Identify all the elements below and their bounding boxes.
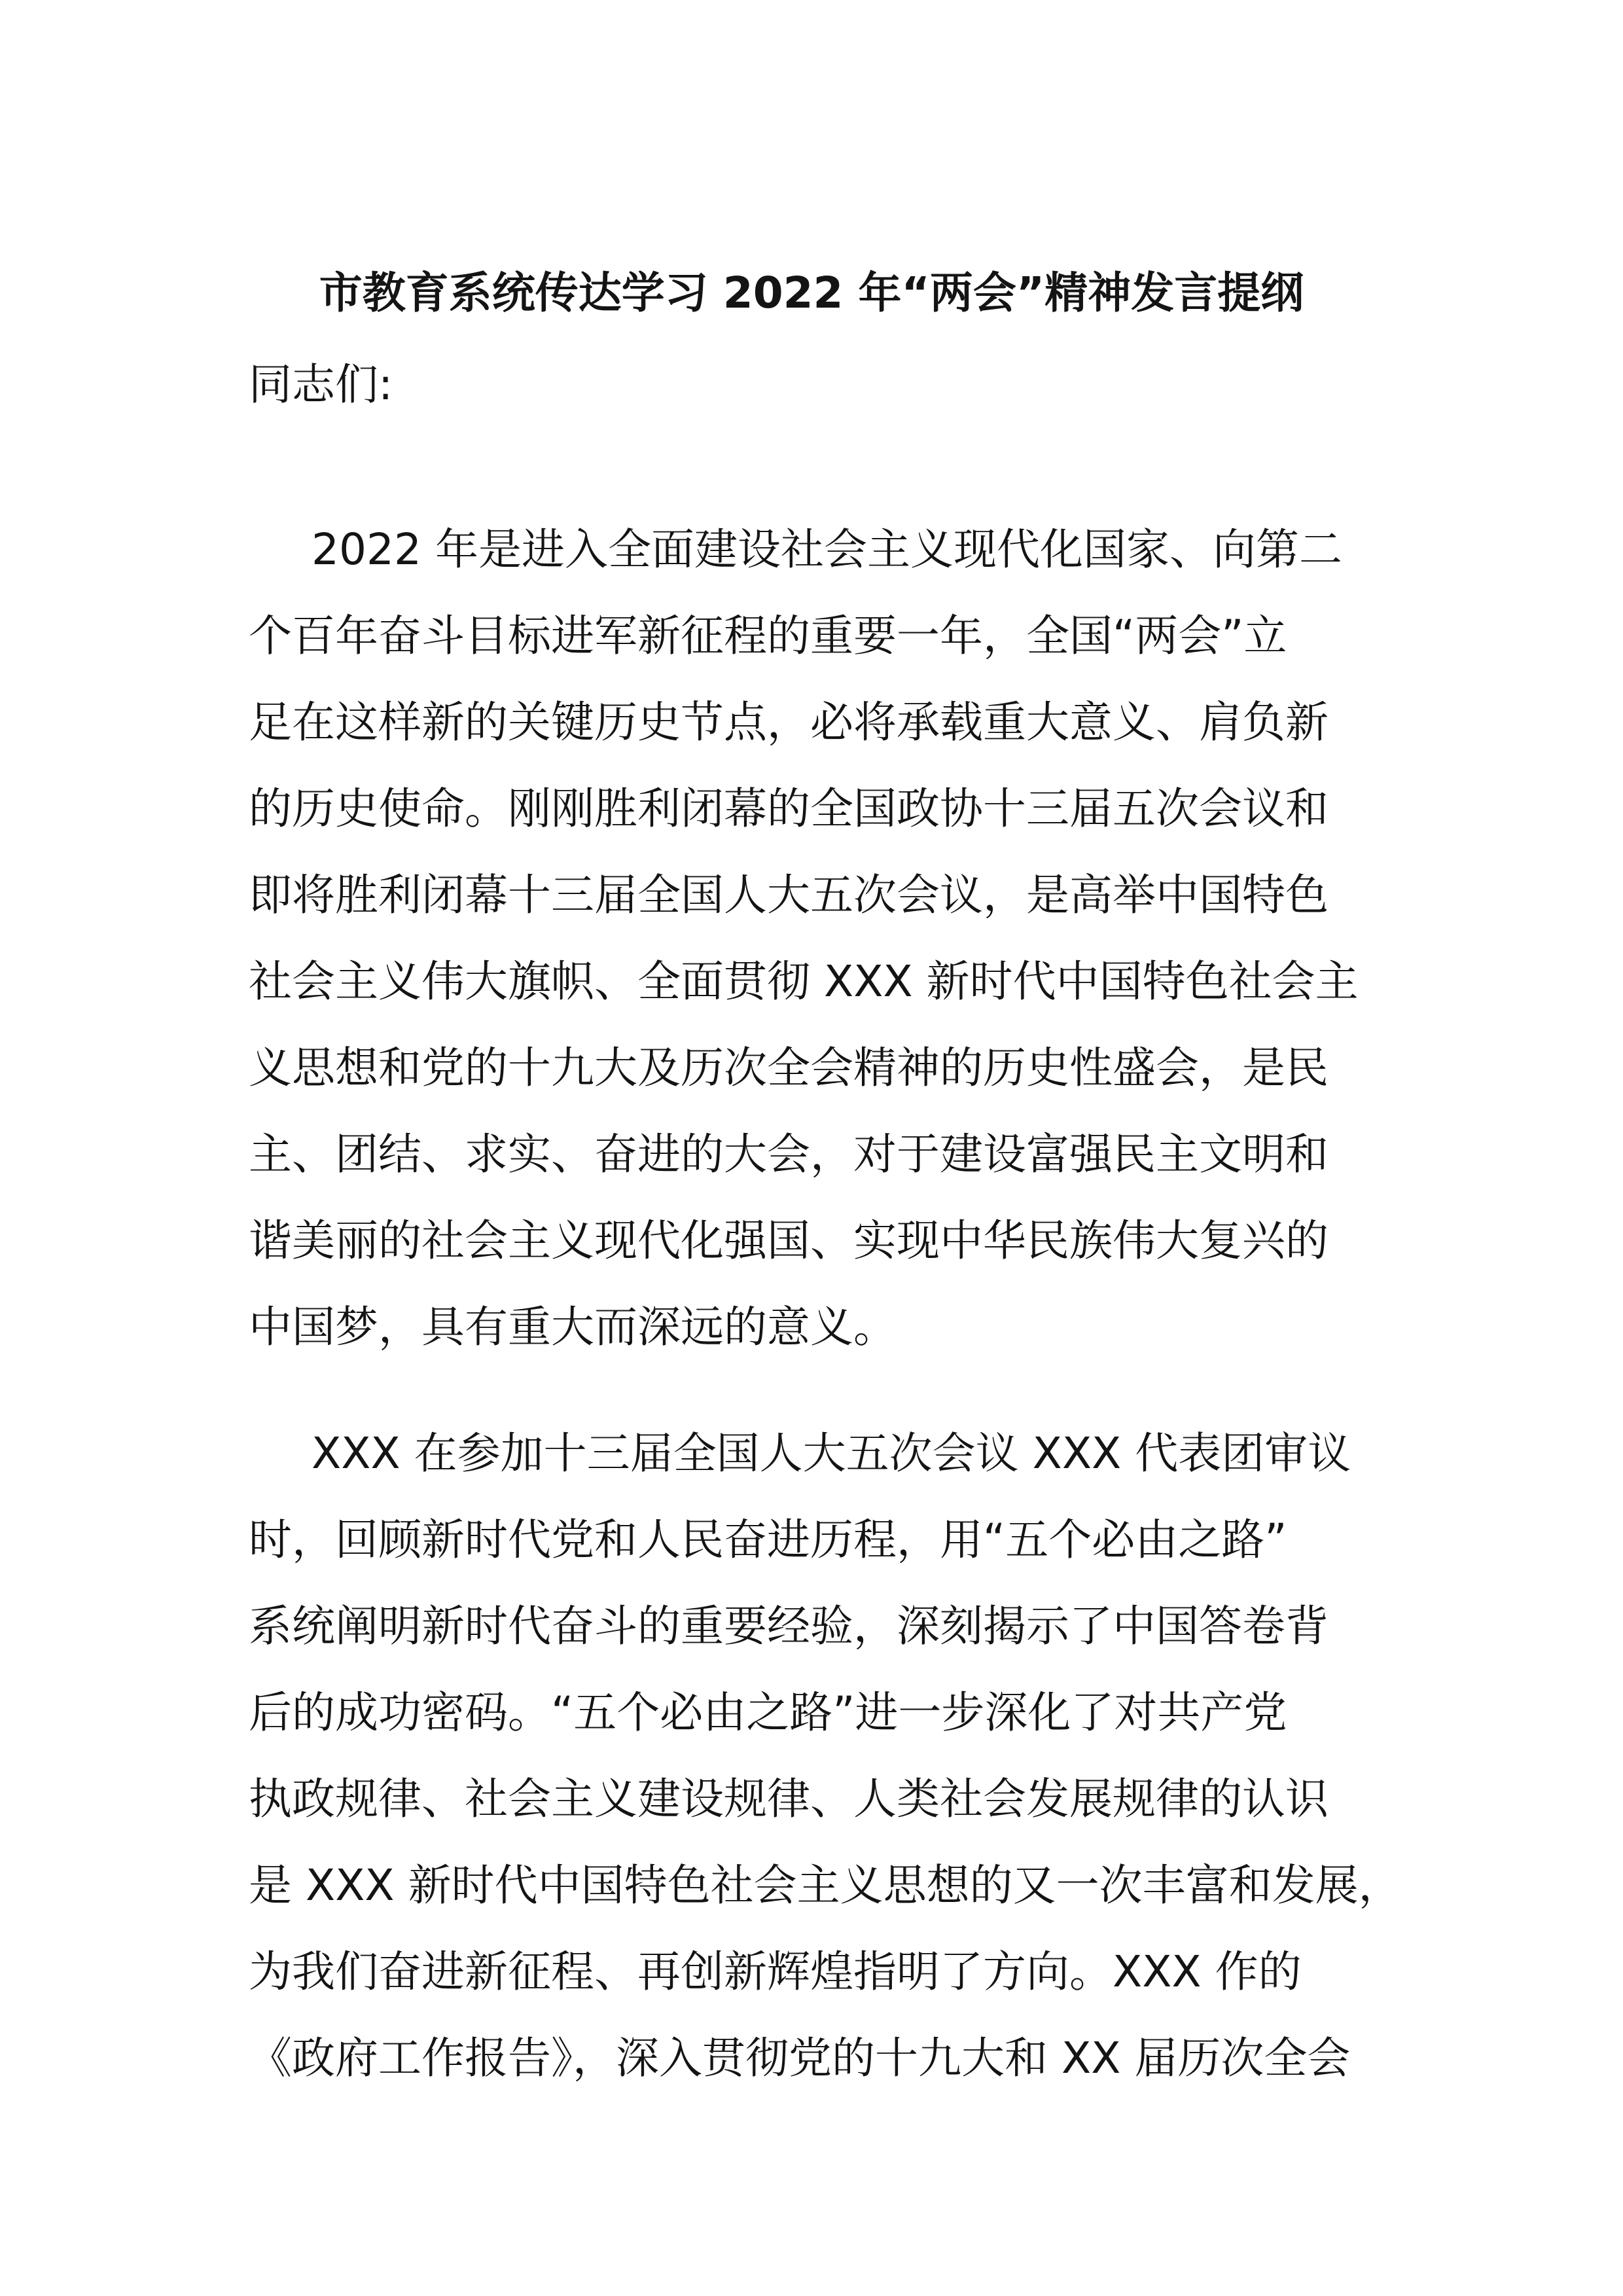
paragraph-line: 主、团结、求实、奋进的大会，对于建设富强民主文明和 [249,1129,1329,1179]
paragraph-line: 中国梦，具有重大而深远的意义。 [249,1302,897,1352]
paragraph-line: 后的成功密码。“五个必由之路”进一步深化了对共产党 [249,1687,1287,1738]
paragraph-line: 系统阐明新时代奋斗的重要经验，深刻揭示了中国答卷背 [249,1601,1329,1651]
paragraph-line: 个百年奋斗目标进军新征程的重要一年，全国“两会”立 [249,611,1287,661]
paragraph-line: 为我们奋进新征程、再创新辉煌指明了方向。XXX 作的 [249,1946,1302,1997]
paragraph-1 [249,507,1387,1371]
paragraph-line: 即将胜利闭幕十三届全国人大五次会议，是高举中国特色 [249,870,1329,920]
paragraph-line: 是 XXX 新时代中国特色社会主义思想的又一次丰富和发展， [249,1860,1402,1910]
paragraph-line: 《政府工作报告》，深入贯彻党的十九大和 XX 届历次全会 [249,2033,1351,2083]
paragraph-line: 2022 年是进入全面建设社会主义现代化国家、向第二 [312,524,1342,575]
document-title: 市教育系统传达学习 2022 年“两会”精神发言提纲 [319,268,1304,318]
paragraph-2 [249,1410,1402,2102]
paragraph-line: 谐美丽的社会主义现代化强国、实现中华民族伟大复兴的 [249,1215,1329,1266]
paragraph-line: 执政规律、社会主义建设规律、人类社会发展规律的认识 [249,1774,1329,1824]
paragraph-line: 义思想和党的十九大及历次全会精神的历史性盛会，是民 [249,1043,1329,1093]
paragraph-line: 社会主义伟大旗帜、全面贯彻 XXX 新时代中国特色社会主 [249,956,1359,1007]
paragraph-line: 时，回顾新时代党和人民奋进历程，用“五个必由之路” [249,1515,1287,1565]
paragraph-line: XXX 在参加十三届全国人大五次会议 XXX 代表团审议 [312,1428,1351,1479]
paragraph-line: 的历史使命。刚刚胜利闭幕的全国政协十三届五次会议和 [249,783,1329,834]
salutation: 同志们: [249,359,393,410]
paragraph-line: 足在这样新的关键历史节点，必将承载重大意义、肩负新 [249,697,1329,747]
